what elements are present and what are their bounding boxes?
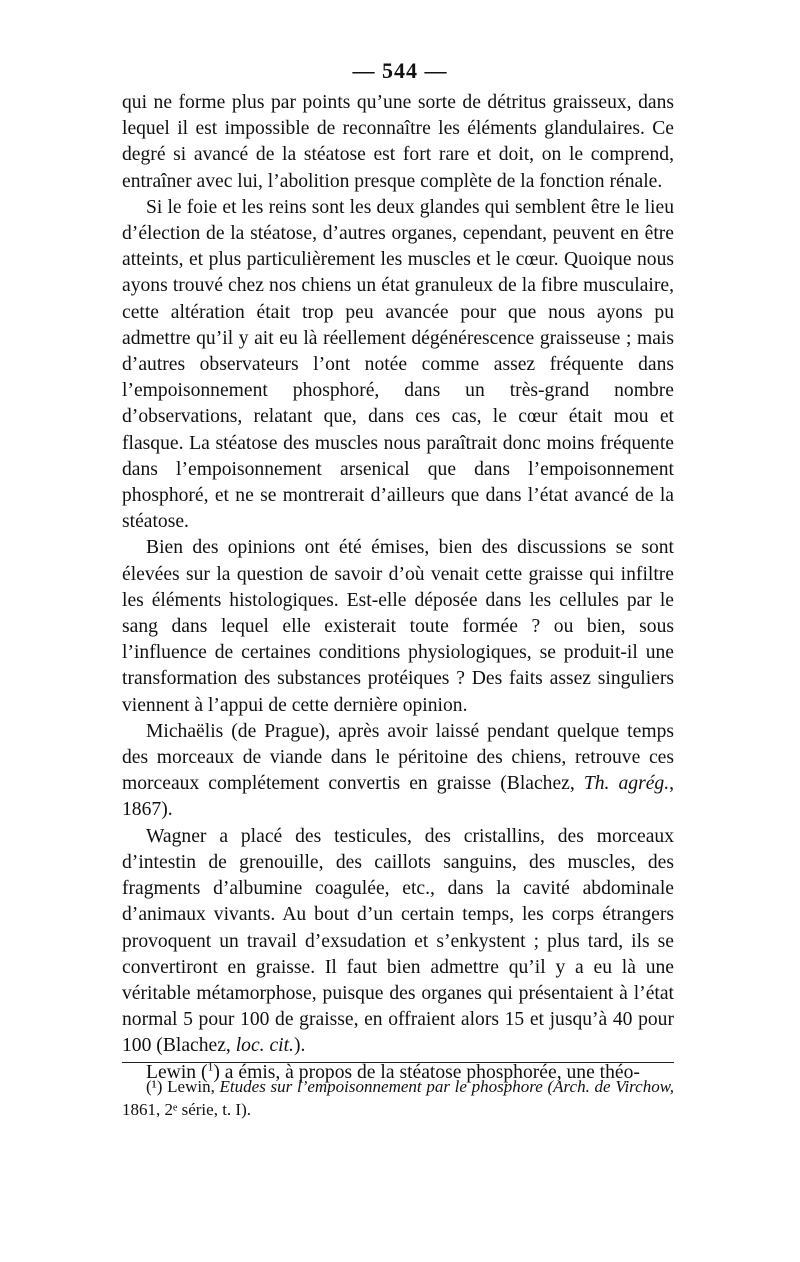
footnote-marker: (¹) — [146, 1077, 163, 1096]
paragraph-5-text: Wagner a placé des testicules, des cristallins, des morceaux d’intestin de grenouille, des caillots sanguins, des muscles, des fragments d’albumine coagulée, etc., dans la cavité abdominale d’animaux vivants. Au bout d’un certain temps, les corps étrangers provoquent un travail d’exsudation et s’enkystent ; plus tard, ils se convertiront en graisse. Il faut bien admettre qu’il y a eu là une véritable métamorphose, puisque des organes qui présentaient à l’état normal 5 pour 100 de graisse, en offraient alors 15 et jusqu’à 40 pour 100 (Blachez, — [122, 825, 674, 1057]
page-number: — 544 — — [352, 58, 448, 83]
footnote-author: Lewin, — [167, 1077, 215, 1096]
footnote-reference: 1 — [207, 1059, 214, 1073]
footnotes — [122, 1075, 674, 1121]
paragraph-5 — [122, 824, 674, 1060]
paragraph-2: Si le foie et les reins sont les deux glandes qui semblent être le lieu d’élection de la stéatose, d’autres organes, cependant, peuvent en être atteints, et plus particulièrement les muscles et le cœur. Quoique nous ayons trouvé chez nos chiens un état granuleux de la fibre musculaire, cette altération était trop peu avancée pour que nous ayons pu admettre qu’il y ait eu là réellement dégénérescence graisseuse ; mais d’autres observateurs l’ont notée comme assez fréquente dans l’empoisonnement phosphoré, dans un très-grand nombre d’observations, relatant que, dans ces cas, le cœur était mou et flasque. La stéatose des muscles nous paraîtrait donc moins fréquente dans l’empoisonnement arsenical que dans l’empoisonnement phosphoré, et ne se montrerait d’ailleurs que dans l’état avancé de la stéatose. — [122, 196, 674, 533]
footnote-detail: 1861, 2ᵉ série, t. I). — [122, 1100, 251, 1119]
paragraph-4-citation: Th. agrég. — [583, 773, 670, 795]
paragraph-1: qui ne forme plus par points qu’une sorte de détritus graisseux, dans lequel il est impossible de reconnaître les éléments glandulaires. Ce degré si avancé de la stéatose est fort rare et doit, on le comprend, entraîner avec lui, l’abolition presque complète de la fonction rénale. — [122, 92, 674, 192]
paragraph-4 — [122, 719, 674, 824]
footnote-divider — [122, 1062, 674, 1063]
paragraph-4-text: Michaëlis (de Prague), après avoir laissé pendant quelque temps des morceaux de viande dans le péritoine des chiens, retrouve ces morceaux complétement convertis en graisse (Blachez, — [122, 720, 674, 795]
paragraph-3: Bien des opinions ont été émises, bien des discussions se sont élevées sur la question de savoir d’où venait cette graisse qui infiltre les éléments histologiques. Est-elle déposée dans les cellules par le sang dans lequel elle existerait toute formée ? ou bien, sous l’influence de certaines conditions physiologiques, se produit-il une transformation des substances protéiques ? Des faits assez singuliers viennent à l’appui de cette dernière opinion. — [122, 537, 674, 716]
paragraph-6-text: Lewin ( — [146, 1061, 208, 1083]
paragraph-5-citation: loc. cit. — [235, 1035, 294, 1057]
paragraph-6-tail: ) a émis, à propos de la stéatose phosphorée, une théo- — [213, 1061, 640, 1083]
body-text — [122, 90, 674, 1086]
paragraph-4-tail: , 1867). — [122, 773, 674, 821]
paragraph-5-tail: ). — [293, 1035, 306, 1057]
footnote-title: Etudes sur l’empoisonnement par le phosphore — [219, 1077, 543, 1096]
footnote-source: (Arch. de Virchow, — [547, 1077, 675, 1096]
footnote-1 — [122, 1075, 674, 1121]
